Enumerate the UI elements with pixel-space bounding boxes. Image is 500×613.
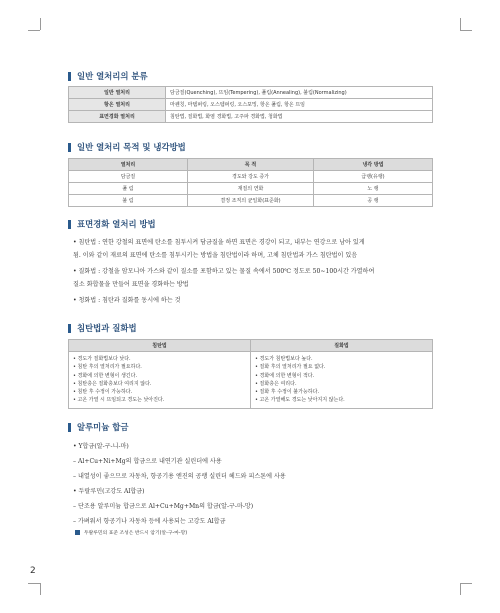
section-title: 표면경화 열처리 방법 bbox=[77, 219, 156, 229]
section-title: 일반 열처리의 분류 bbox=[77, 71, 148, 81]
section-marker-icon bbox=[68, 72, 71, 81]
section-marker-icon bbox=[68, 423, 71, 432]
paragraph-line: 됨. 이와 같이 재료의 표면에 탄소를 침투시키는 방법을 침탄법이라 하며, 고체 침탄법과 가스 침탄법이 있음 bbox=[73, 252, 358, 259]
paragraph-line: • 두랄루민(고강도 Al합금) bbox=[73, 488, 145, 495]
paragraph-line: • 질화법 : 강철을 암모니아 가스와 같이 질소를 포함하고 있는 물질 속에서 500℃ 정도로 50~100시간 가열하여 bbox=[73, 268, 375, 275]
tip-note: 두랄루민의 표준 조성은 반드시 암기(알-구-마-망) bbox=[75, 529, 187, 536]
section-marker-icon bbox=[68, 324, 71, 333]
paragraph-line: • 침탄법 : 연한 강철의 표면에 탄소를 침투시켜 담금질을 하면 표면은 경강이 되고, 내부는 연강으로 남아 있게 bbox=[73, 239, 365, 246]
crop-mark bbox=[28, 30, 40, 31]
section-heading bbox=[68, 421, 128, 433]
note-marker-icon bbox=[75, 530, 80, 535]
crop-mark bbox=[40, 18, 41, 30]
table-row: 담금질 경도와 강도 증가 급랭(유랭) bbox=[69, 171, 433, 183]
table-row: 불 림 결정 조직의 균일화(표준화) 공 랭 bbox=[69, 195, 433, 207]
paragraph-line: – 단조용 알루미늄 합금으로 Al+Cu+Mg+Mn의 합금(알-구-마-망) bbox=[73, 503, 254, 510]
paragraph-line: • Y합금(알-구-니-마) bbox=[73, 443, 129, 450]
section-heading bbox=[68, 322, 137, 334]
table-row: 풀 림 재질의 연화 노 랭 bbox=[69, 183, 433, 195]
paragraph-line: – 내열성이 좋으므로 자동차, 항공기용 엔진의 공랭 실린더 헤드와 피스톤에 사용 bbox=[73, 473, 286, 480]
section-marker-icon bbox=[68, 143, 71, 152]
table-header-row: 열처리 목 적 냉각 방법 bbox=[69, 159, 433, 171]
crop-mark bbox=[460, 583, 472, 584]
heat-treatment-classification-table bbox=[68, 86, 433, 123]
crop-mark bbox=[460, 30, 472, 31]
paragraph-line: • 청화법 : 침탄과 질화를 동시에 하는 것 bbox=[73, 297, 181, 304]
table-row: 표면경화 열처리 침탄법, 질화법, 화염 경화법, 고주파 경화법, 청화법 bbox=[69, 111, 433, 123]
table-header-row: 침탄법 질화법 bbox=[69, 340, 433, 352]
crop-mark bbox=[460, 18, 461, 30]
section-marker-icon bbox=[68, 220, 71, 229]
carburizing-nitriding-table bbox=[68, 339, 433, 409]
paragraph-line: – Al+Cu+Ni+Mg의 합금으로 내연기관 실린더에 사용 bbox=[73, 458, 222, 465]
table-row: 항온 열처리 마퀜칭, 마템퍼링, 오스템퍼링, 오스포밍, 항온 풀림, 항온 뜨임 bbox=[69, 99, 433, 111]
crop-mark bbox=[28, 583, 40, 584]
paragraph-line: – 가벼워서 항공기나 자동차 등에 사용되는 고강도 Al합금 bbox=[73, 518, 226, 525]
section-heading bbox=[68, 218, 156, 230]
table-row: 일반 열처리 담금질(Quenching), 뜨임(Tempering), 풀림(Annealing), 불림(Normalizing) bbox=[69, 87, 433, 99]
section-heading bbox=[68, 141, 186, 153]
section-title: 알루미늄 합금 bbox=[77, 422, 129, 432]
section-heading bbox=[68, 70, 148, 82]
nitriding-cell: • 경도가 침탄법보다 높다. • 질화 후의 열처리가 필요 없다. • 경화에 의한 변형이 적다. • 질화층은 여리다. • 질화 후 수정이 불가능하다. • 고온 가열해도 경도는 낮아지지 않는다. bbox=[251, 352, 433, 409]
section-title: 일반 열처리 목적 및 냉각방법 bbox=[77, 142, 186, 152]
carburizing-cell: • 경도가 질화법보다 낮다. • 침탄 후의 열처리가 필요하다. • 경화에 의한 변형이 생긴다. • 침탄층은 질화층보다 여리지 않다. • 침탄 후 수정이 가능하다. • 고온 가열 시 뜨임되고 경도는 낮아진다. bbox=[69, 352, 251, 409]
heat-treatment-purpose-table bbox=[68, 158, 433, 207]
crop-mark bbox=[40, 583, 41, 595]
page-number: 2 bbox=[30, 566, 36, 576]
crop-mark bbox=[460, 583, 461, 595]
paragraph-line: 질소 화합물을 만들어 표면을 경화하는 방법 bbox=[73, 281, 189, 288]
table-row bbox=[69, 352, 433, 409]
section-title: 침탄법과 질화법 bbox=[77, 323, 137, 333]
